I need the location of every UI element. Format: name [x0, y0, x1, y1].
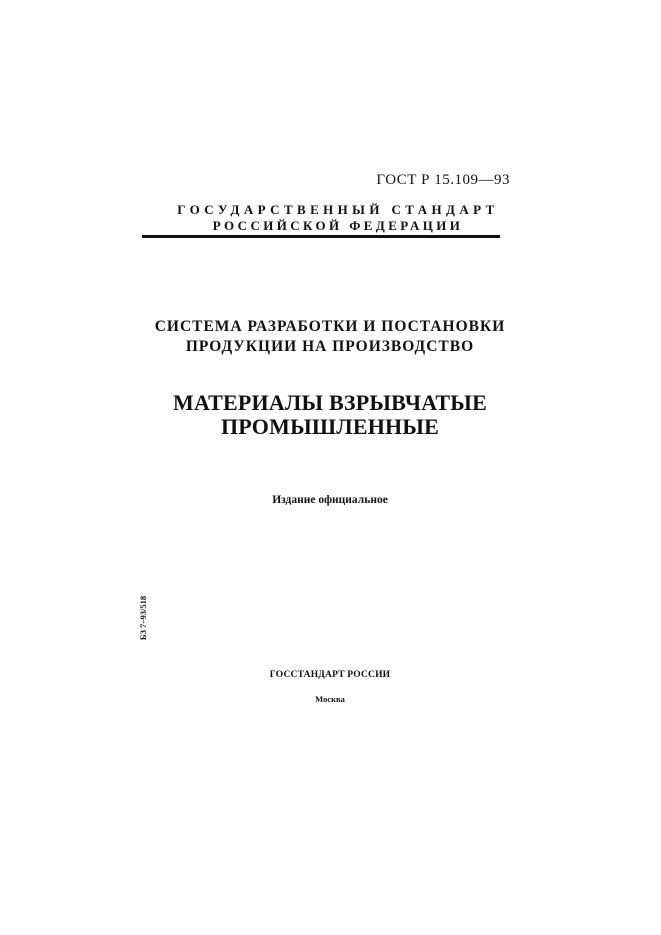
- document-title-line1: МАТЕРИАЛЫ ВЗРЫВЧАТЫЕ: [173, 390, 487, 415]
- issuer-header-line1: ГОСУДАРСТВЕННЫЙ СТАНДАРТ: [177, 202, 499, 217]
- publisher-name: ГОССТАНДАРТ РОССИИ: [269, 670, 391, 680]
- series-title-line1: СИСТЕМА РАЗРАБОТКИ И ПОСТАНОВКИ: [154, 318, 506, 335]
- header-rule: [142, 235, 500, 238]
- series-title-line2: ПРОДУКЦИИ НА ПРОИЗВОДСТВО: [185, 338, 475, 355]
- publisher-city: Москва: [315, 694, 345, 704]
- edition-label: Издание официальное: [272, 494, 388, 506]
- issuer-header-line2: РОССИЙСКОЙ ФЕДЕРАЦИИ: [212, 218, 464, 233]
- document-number: ГОСТ Р 15.109—93: [376, 172, 510, 188]
- document-title-line2: ПРОМЫШЛЕННЫЕ: [220, 414, 440, 439]
- side-print-code: БЗ 7–93/518: [138, 595, 148, 641]
